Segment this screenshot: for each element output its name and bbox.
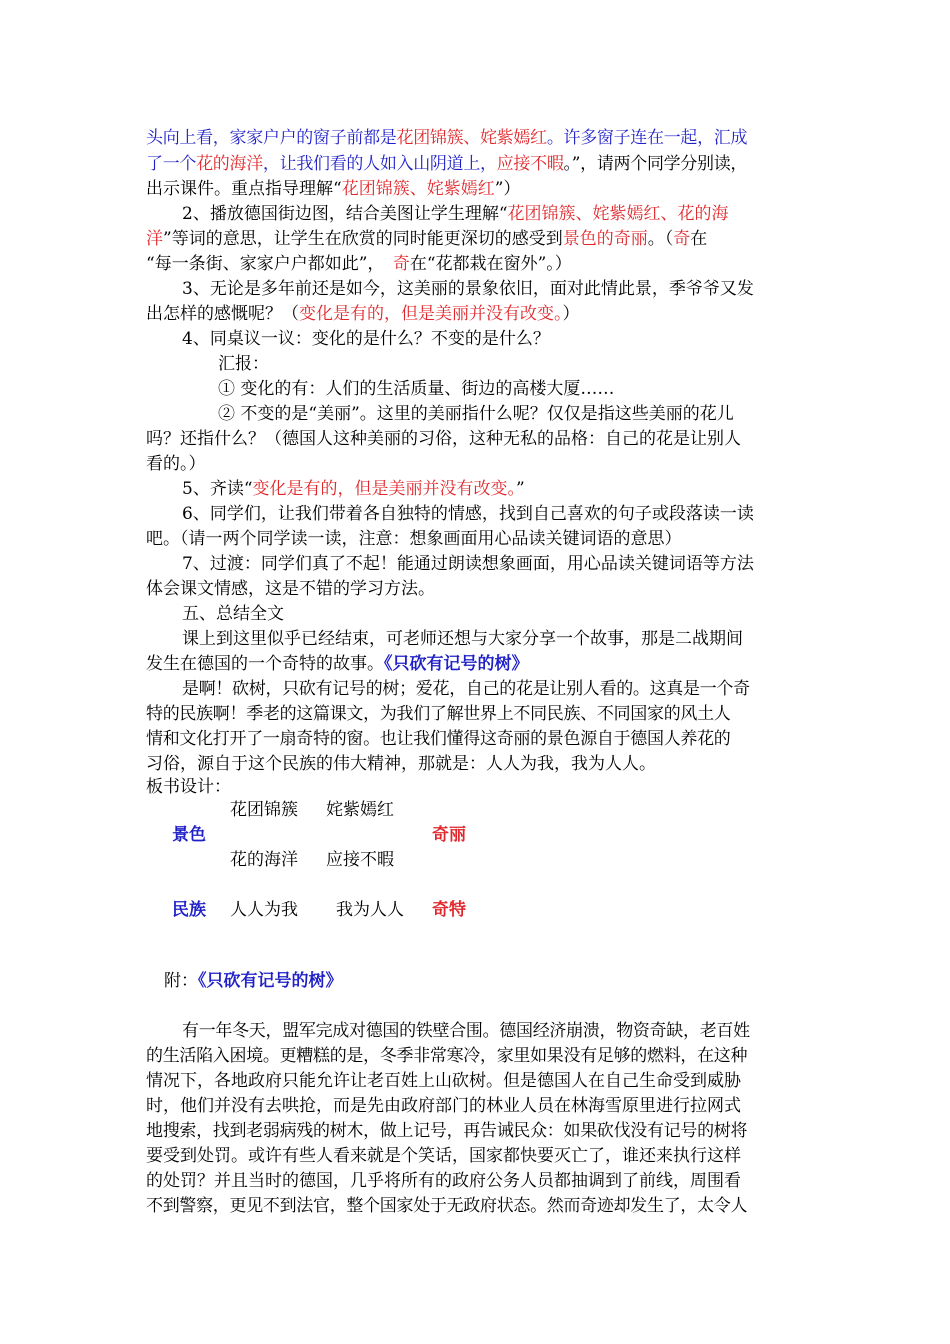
text-line: 体会课文情感，这是不错的学习方法。 <box>146 579 435 599</box>
text-line: 了一个花的海洋，让我们看的人如入山阴道上，应接不暇。”，请两个同学分别读， <box>146 154 748 174</box>
text-line: ① 变化的有：人们的生活质量、街边的高楼大厦…… <box>218 379 615 399</box>
text-line: 时，他们并没有去哄抢，而是先由政府部门的林业人员在林海雪原里进行拉网式 <box>146 1096 741 1116</box>
text-line: 5、齐读“变化是有的，但是美丽并没有改变。” <box>182 479 525 499</box>
board-design-title: 板书设计： <box>146 777 231 797</box>
board-keyword-nation: 民族 <box>172 900 206 920</box>
section-heading: 五、总结全文 <box>182 604 284 624</box>
text-line: 是啊！砍树，只砍有记号的树；爱花，自己的花是让别人看的。这真是一个奇 <box>182 679 750 699</box>
appendix-title: 《只砍有记号的树》 <box>198 971 343 991</box>
text-line: 情和文化打开了一扇奇特的窗。也让我们懂得这奇丽的景色源自于德国人养花的 <box>146 729 731 749</box>
board-keyword-scenery: 景色 <box>172 825 206 845</box>
board-word: 花团锦簇 <box>230 800 298 820</box>
text-line: 3、无论是多年前还是如今，这美丽的景象依旧，面对此情此景，季爷爷又发 <box>182 279 754 299</box>
text-line: 有一年冬天，盟军完成对德国的铁壁合围。德国经济崩溃，物资奇缺，老百姓 <box>182 1021 750 1041</box>
text-line: 要受到处罚。或许有些人看来就是个笑话，国家都快要灭亡了，谁还来执行这样 <box>146 1146 741 1166</box>
story-title: 《只砍有记号的树》 <box>384 654 529 674</box>
text-line: 的生活陷入困境。更糟糕的是，冬季非常寒冷，家里如果没有足够的燃料，在这种 <box>146 1046 748 1066</box>
text-line: 课上到这里似乎已经结束，可老师还想与大家分享一个故事，那是二战期间 <box>182 629 743 649</box>
text-line: 4、同桌议一议：变化的是什么？不变的是什么？ <box>182 329 550 349</box>
text-line: 不到警察，更见不到法官，整个国家处于无政府状态。然而奇迹却发生了，太令人 <box>146 1196 748 1216</box>
board-word: 人人为我 <box>230 900 298 920</box>
text-line: 汇报： <box>218 354 269 374</box>
board-keyword-unique: 奇特 <box>432 900 466 920</box>
text-line: 7、过渡：同学们真了不起！能通过朗读想象画面，用心品读关键词语等方法 <box>182 554 754 574</box>
board-word: 姹紫嫣红 <box>326 800 394 820</box>
text-line: 出怎样的感慨呢？（变化是有的，但是美丽并没有改变。） <box>146 304 580 324</box>
text-line: 特的民族啊！季老的这篇课文，为我们了解世界上不同民族、不同国家的风土人 <box>146 704 731 724</box>
text-line: 习俗，源自于这个民族的伟大精神，那就是：人人为我，我为人人。 <box>146 754 656 774</box>
text-line: ② 不变的是“美丽”。这里的美丽指什么呢？仅仅是指这些美丽的花儿 <box>218 404 734 424</box>
text-line: 吗？还指什么？（德国人这种美丽的习俗，这种无私的品格：自己的花是让别人 <box>146 429 741 449</box>
text-line: 出示课件。重点指导理解“花团锦簇、姹紫嫣红”） <box>146 179 521 199</box>
text-line: 2、播放德国街边图，结合美图让学生理解“花团锦簇、姹紫嫣红、花的海 <box>182 204 729 224</box>
text-line: 的处罚？并且当时的德国，几乎将所有的政府公务人员都抽调到了前线，周围看 <box>146 1171 741 1191</box>
appendix-heading: 附：《只砍有记号的树》 <box>164 971 343 991</box>
text-line: 头向上看，家家户户的窗子前都是花团锦簇、姹紫嫣红。许多窗子连在一起，汇成 <box>146 128 748 148</box>
text-line: “每一条街、家家户户都如此”， 奇在“花都栽在窗外”。） <box>146 254 572 274</box>
board-word: 应接不暇 <box>326 850 394 870</box>
text-line: 地搜索，找到老弱病残的树木，做上记号，再告诫民众：如果砍伐没有记号的树将 <box>146 1121 748 1141</box>
text-line: 洋”等词的意思，让学生在欣赏的同时能更深切的感受到景色的奇丽。（奇在 <box>146 229 708 249</box>
board-word: 花的海洋 <box>230 850 298 870</box>
text-line: 吧。（请一两个同学读一读，注意：想象画面用心品读关键词语的意思） <box>146 529 682 549</box>
text-line: 6、同学们，让我们带着各自独特的情感，找到自己喜欢的句子或段落读一读 <box>182 504 754 524</box>
board-word: 我为人人 <box>336 900 404 920</box>
board-keyword-wonderful: 奇丽 <box>432 825 466 845</box>
text-line: 发生在德国的一个奇特的故事。《只砍有记号的树》 <box>146 654 529 674</box>
text-line: 情况下，各地政府只能允许让老百姓上山砍树。但是德国人在自己生命受到威胁 <box>146 1071 741 1091</box>
text-line: 看的。） <box>146 454 206 474</box>
